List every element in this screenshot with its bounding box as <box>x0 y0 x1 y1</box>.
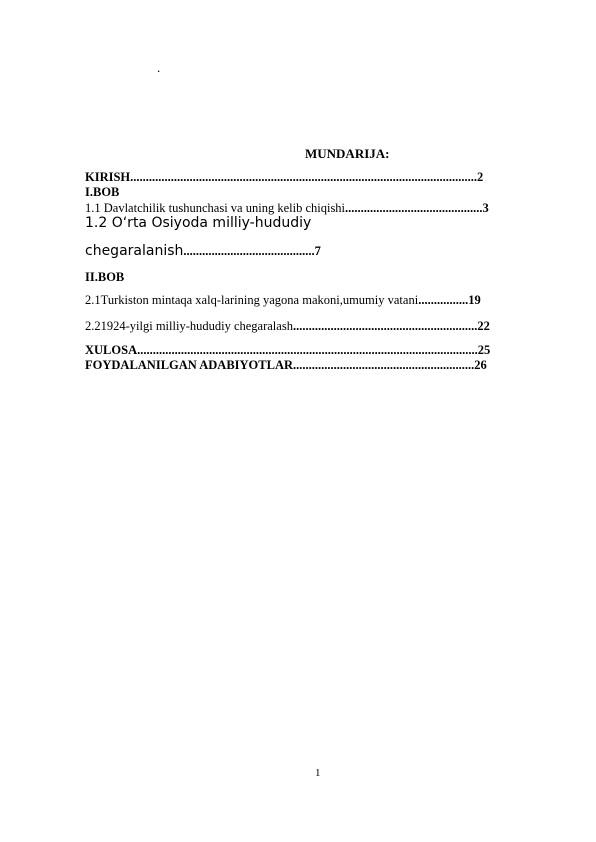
toc-heading-bob2: II.BOB <box>85 270 125 284</box>
toc-entry-xulosa[interactable] <box>85 343 490 358</box>
toc-page: 2 <box>477 170 484 184</box>
toc-leader: ............................................ <box>345 201 483 215</box>
toc-entry-1-2-line1[interactable]: 1.2 O‘rta Osiyoda milliy-hududiy <box>85 215 312 231</box>
toc-entry-2-1[interactable] <box>85 293 481 308</box>
page-title: MUNDARIJA: <box>305 146 390 161</box>
toc-heading-bob1: I.BOB <box>85 185 120 199</box>
toc-label: XULOSA <box>85 343 138 357</box>
toc-label: 2.1Turkiston mintaqa xalq-larining yagona makoni,umumiy vatani <box>85 293 419 307</box>
toc-label: chegaralanish <box>85 243 184 259</box>
dot-mark: . <box>157 60 161 75</box>
toc-label: 2.21924-yilgi milliy-hududiy chegaralash <box>85 319 293 333</box>
toc-label: FOYDALANILGAN ADABIYOTLAR <box>85 358 294 372</box>
toc-entry-1-2-line2[interactable] <box>85 243 321 260</box>
toc-label: KIRISH <box>85 170 131 184</box>
toc-entry-adabiyotlar[interactable] <box>85 358 487 373</box>
toc-leader: .......................................................... <box>293 358 475 372</box>
page-number: 1 <box>315 767 321 779</box>
toc-page: 22 <box>477 319 490 333</box>
toc-label: 1.1 Davlatchilik tushunchasi va uning kelib chiqishi <box>85 201 346 215</box>
toc-page: 7 <box>314 244 321 258</box>
toc-page: 25 <box>477 343 491 357</box>
toc-page: 26 <box>474 358 487 372</box>
toc-entry-2-2[interactable] <box>85 319 490 334</box>
toc-leader: .......................................... <box>183 244 315 258</box>
toc-entry-1-1[interactable] <box>85 201 489 216</box>
toc-leader: ............................................................................................................... <box>130 170 478 184</box>
toc-leader: ........................................................... <box>292 319 478 333</box>
toc-entry-kirish[interactable] <box>85 170 483 185</box>
toc-leader: ................ <box>418 293 469 307</box>
toc-page: 3 <box>482 201 489 215</box>
toc-leader: ............................................................................................................. <box>137 343 478 357</box>
toc-page: 19 <box>468 293 481 307</box>
